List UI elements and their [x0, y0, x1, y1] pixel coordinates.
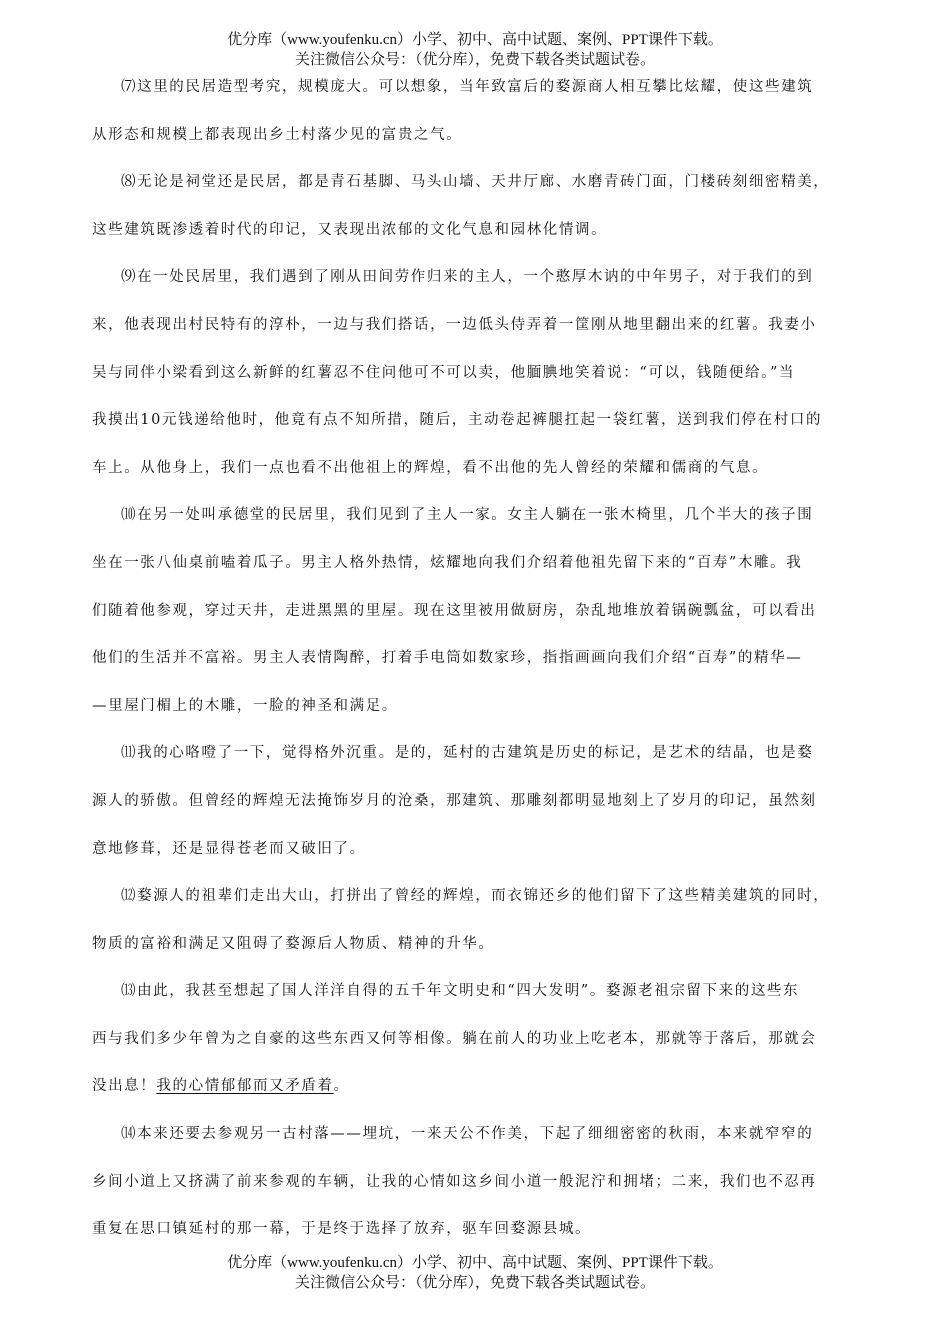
page-footer [0, 1253, 950, 1293]
paragraph-line: 意地修葺，还是显得苍老而又破旧了。 [92, 840, 366, 857]
underlined-sentence: 我的心情郁郁而又矛盾着 [156, 1078, 334, 1095]
paragraph-line: 吴与同伴小梁看到这么新鲜的红薯忍不住问他可不可以卖，他腼腆地笑着说：“可以，钱随便给。”当 [92, 364, 796, 381]
paragraph-line: 坐在一张八仙桌前嗑着瓜子。男主人格外热情，炫耀地向我们介绍着他祖先留下来的“百寿”木雕。我 [92, 554, 803, 571]
paragraph-line: ⑼在一处民居里，我们遇到了刚从田间劳作归来的主人，一个憨厚木讷的中年男子，对于我们的到 [121, 269, 814, 286]
paragraph-line: 西与我们多少年曾为之自豪的这些东西又何等相像。躺在前人的功业上吃老本，那就等于落后，那就会 [92, 1030, 817, 1047]
paragraph-line: ⑻无论是祠堂还是民居，都是青石基脚、马头山墙、天井厅廊、水磨青砖门面，门楼砖刻细密精美， [121, 174, 830, 191]
header-line-1: 优分库（www.youfenku.cn）小学、初中、高中试题、案例、PPT课件下载。 [227, 32, 723, 48]
paragraph-line: ⒁本来还要去参观另一古村落——埋坑，一来天公不作美，下起了细细密密的秋雨，本来就窄窄的 [121, 1126, 814, 1143]
footer-line-1: 优分库（www.youfenku.cn）小学、初中、高中试题、案例、PPT课件下载。 [227, 1255, 723, 1271]
paragraph-14 [92, 1123, 864, 1266]
paragraph-9 [92, 266, 864, 504]
paragraph-line-with-underline [92, 1075, 864, 1123]
paragraph-line: ⑺这里的民居造型考究，规模庞大。可以想象，当年致富后的婺源商人相互攀比炫耀，使这些建筑 [121, 79, 814, 95]
paragraph-line: ⑿婺源人的祖辈们走出大山，打拼出了曾经的辉煌，而衣锦还乡的他们留下了这些精美建筑的同时， [121, 888, 830, 905]
paragraph-8 [92, 171, 864, 266]
paragraph-line: 源人的骄傲。但曾经的辉煌无法掩饰岁月的沧桑，那建筑、那雕刻都明显地刻上了岁月的印记，虽然刻 [92, 792, 817, 809]
paragraph-7 [92, 76, 864, 171]
paragraph-10 [92, 504, 864, 742]
header-line-2: 关注微信公众号：（优分库），免费下载各类试题试卷。 [294, 52, 655, 68]
paragraph-line: ⑽在另一处叫承德堂的民居里，我们见到了主人一家。女主人躺在一张木椅里，几个半大的孩子围 [121, 507, 814, 524]
article-body [92, 76, 864, 1266]
paragraph-line: 重复在思口镇延村的那一幕，于是终于选择了放弃，驱车回婺源县城。 [92, 1221, 592, 1238]
paragraph-line: 他们的生活并不富裕。男主人表情陶醉，打着手电筒如数家珍，指指画画向我们介绍“百寿”的精华— [92, 650, 803, 667]
paragraph-line: 我摸出10元钱递给他时，他竟有点不知所措，随后，主动卷起裤腿扛起一袋红薯，送到我们停在村口的 [92, 412, 823, 429]
paragraph-line: 乡间小道上又挤满了前来参观的车辆，让我的心情如这乡间小道一般泥泞和拥堵；二来，我们也不忍再 [92, 1173, 817, 1190]
paragraph-11 [92, 742, 864, 885]
paragraph-13 [92, 980, 864, 1123]
line-prefix: 没出息！ [92, 1078, 157, 1095]
paragraph-line: 物质的富裕和满足又阻碍了婺源后人物质、精神的升华。 [92, 935, 495, 952]
paragraph-12 [92, 885, 864, 980]
paragraph-line: ⒀由此，我甚至想起了国人洋洋自得的五千年文明史和“四大发明”。婺源老祖宗留下来的这些东 [121, 983, 800, 1000]
paragraph-line: —里屋门楣上的木雕，一脸的神圣和满足。 [92, 697, 398, 714]
paragraph-line: 车上。从他身上，我们一点也看不出他祖上的辉煌，看不出他的先人曾经的荣耀和儒商的气息。 [92, 459, 769, 476]
page-header [0, 30, 950, 70]
paragraph-line: 们随着他参观，穿过天井，走进黑黑的里屋。现在这里被用做厨房，杂乱地堆放着锅碗瓢盆，可以看出 [92, 602, 817, 619]
footer-line-2: 关注微信公众号：（优分库），免费下载各类试题试卷。 [294, 1275, 655, 1291]
paragraph-line: 这些建筑既渗透着时代的印记，又表现出浓郁的文化气息和园林化情调。 [92, 221, 608, 238]
paragraph-line: ⑾我的心咯噔了一下，觉得格外沉重。是的，延村的古建筑是历史的标记，是艺术的结晶，也是婺 [121, 745, 814, 762]
line-suffix: 。 [333, 1078, 350, 1095]
paragraph-line: 从形态和规模上都表现出乡土村落少见的富贵之气。 [92, 126, 463, 143]
paragraph-line: 来，他表现出村民特有的淳朴，一边与我们搭话，一边低头侍弄着一筐刚从地里翻出来的红薯。我妻小 [92, 316, 817, 333]
